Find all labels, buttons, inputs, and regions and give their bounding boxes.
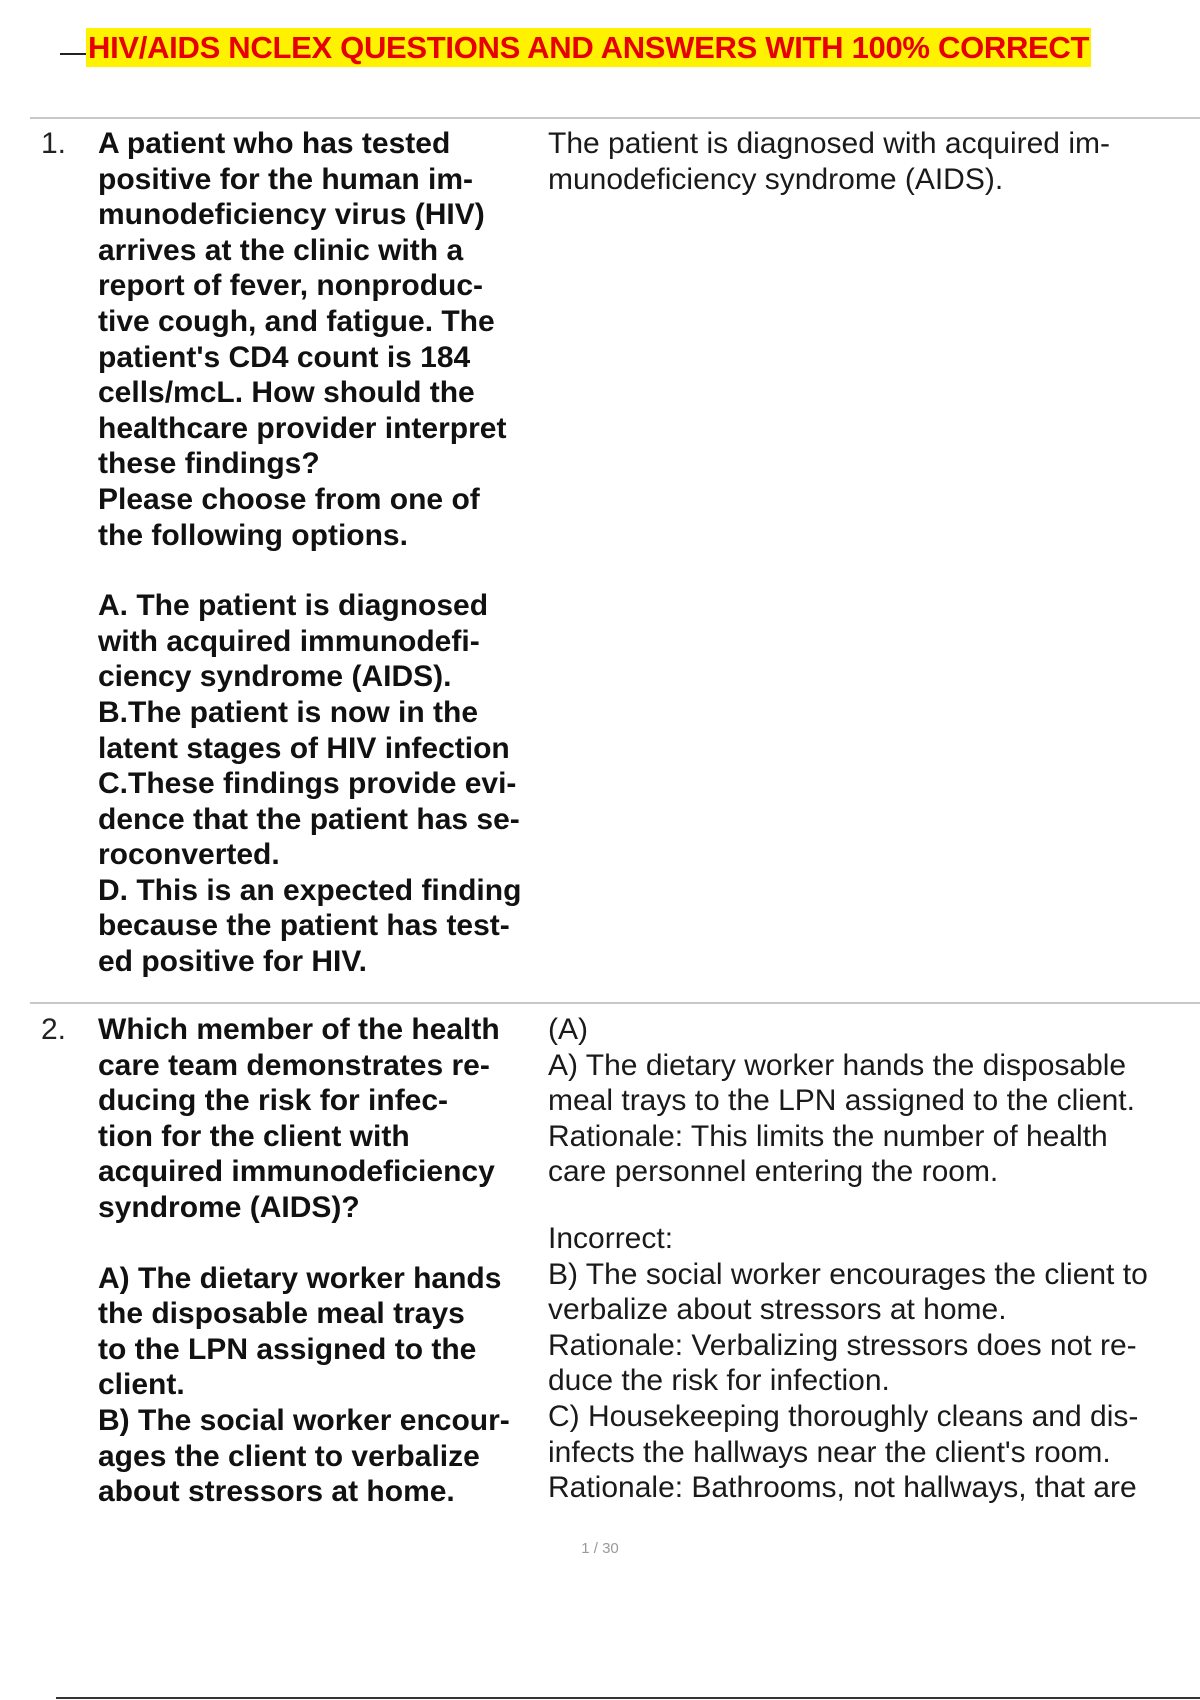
option-line: ages the client to verbalize [98,1439,480,1473]
incorrect-line: Incorrect: [548,1221,674,1255]
option-line: B) The social worker encour- [98,1403,510,1437]
answer-line: A) The dietary worker hands the disposable [548,1048,1127,1082]
question-line: the following options. [98,518,408,552]
question-line: syndrome (AIDS)? [98,1190,360,1224]
divider-middle [30,1002,1200,1004]
page-title: HIV/AIDS NCLEX QUESTIONS AND ANSWERS WITH 100% CORRECT [88,30,1090,65]
incorrect-line: verbalize about stressors at home. [548,1293,1007,1327]
answer-line: Rationale: This limits the number of health [548,1119,1108,1153]
incorrect-line: B) The social worker encourages the client to [548,1257,1148,1291]
option-line: to the LPN assigned to the [98,1332,477,1366]
option-line: A) The dietary worker hands [98,1261,502,1295]
option-line: about stressors at home. [98,1475,455,1509]
question-text [98,126,543,980]
incorrect-line: Rationale: Bathrooms, not hallways, that are [548,1471,1137,1505]
question-line: healthcare provider interpret [98,411,507,445]
incorrect-line: Rationale: Verbalizing stressors does not re- [548,1328,1137,1362]
question-text [98,1012,543,1510]
option-line: because the patient has test- [98,909,510,943]
option-line: D. This is an expected finding [98,873,522,907]
question-line: munodeficiency virus (HIV) [98,198,485,232]
incorrect-line: C) Housekeeping thoroughly cleans and dis- [548,1399,1139,1433]
question-line: A patient who has tested [98,127,451,160]
option-line: C.These findings provide evi- [98,767,517,801]
title-dash [60,53,86,55]
question-number: 2. [41,1013,67,1046]
question-line: patient's CD4 count is 184 [98,340,471,374]
question-line: tive cough, and fatigue. The [98,304,495,338]
question-line: positive for the human im- [98,162,474,196]
incorrect-line: duce the risk for infection. [548,1364,890,1398]
answer-line: The patient is diagnosed with acquired im- [548,127,1110,160]
page-indicator: 1 / 30 [581,1540,619,1557]
option-line: client. [98,1368,185,1402]
option-line: A. The patient is diagnosed [98,589,489,623]
question-line: cells/mcL. How should the [98,376,475,410]
option-line: roconverted. [98,838,280,872]
option-line: ed positive for HIV. [98,945,367,979]
answer-line: meal trays to the LPN assigned to the client. [548,1084,1135,1118]
question-line: acquired immunodeficiency [98,1155,495,1189]
option-line: the disposable meal trays [98,1297,465,1331]
option-line: B.The patient is now in the [98,695,479,729]
question-number: 1. [41,127,67,160]
page-header [60,30,1150,66]
answer-line: care personnel entering the room. [548,1155,999,1189]
option-line: dence that the patient has se- [98,802,520,836]
divider-top [30,117,1200,119]
question-line: Please choose from one of [98,482,480,516]
question-line: ducing the risk for infec- [98,1084,449,1118]
question-line: Which member of the health [98,1013,500,1046]
divider-bottom [56,1697,1200,1699]
question-line: tion for the client with [98,1119,410,1153]
option-line: with acquired immunodefi- [98,624,480,658]
answer-text [548,1012,1188,1506]
question-line: care team demonstrates re- [98,1048,490,1082]
question-line: report of fever, nonproduc- [98,269,484,303]
incorrect-line: infects the hallways near the client's room. [548,1435,1111,1469]
question-line: arrives at the clinic with a [98,233,464,267]
answer-line: munodeficiency syndrome (AIDS). [548,162,1004,196]
option-line: latent stages of HIV infection [98,731,510,765]
answer-line: (A) [548,1013,588,1046]
answer-text [548,126,1188,197]
option-line: ciency syndrome (AIDS). [98,660,452,694]
question-line: these findings? [98,447,320,481]
